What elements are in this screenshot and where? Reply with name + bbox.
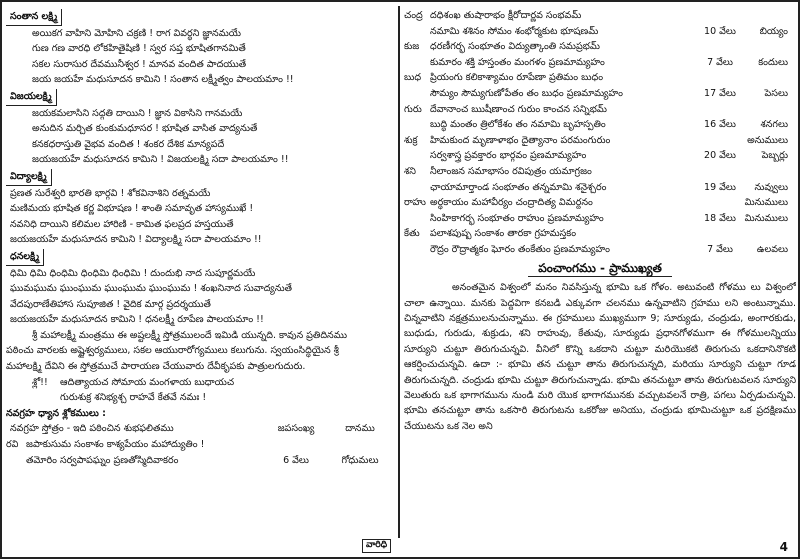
graha-verse-line: జపాకుసుమ సంకాశం కాశ్యపేయం మహాద్యుతిం ! — [26, 439, 205, 451]
graha-verse-line: కుమారం శక్తి హస్తంతం మంగళం ప్రణమామ్యహం — [430, 56, 605, 68]
panchanga-paragraph: అనంతమైన విశ్వంలో మనం నివసిస్తున్న భూమి ఒక గోళం. అటువంటి గోళము లు విశ్వంలో చాలా ఉన్నాయి. మనకు పెద్దవిగా కనబడి ఎక్కువగా చలనము ఉన్నవాటిని గ్రహము లని అంటున్నాము. చిన్నవాటిని నక్షత్రములనుచున్నాము. ఈ గ్రహములు ముఖ్యముగా 9; సూర్యుడు, చంద్రుడు, అంగారకుడు, బుధుడు, గురుడు, శుక్రుడు, శని రాహువు, కేతువు, సూర్యుడు ప్రధానగోళముగా ఈ గోళములన్నియు సూర్యుని చుట్టూ తిరుగుచున్నవి. వీనిలో కొన్ని ఒకదాని చుట్టూ మరియొకటి తిరుగుచు ఒకదానినొకటి ఆకర్షించుచున్నవి. ఉదా :- భూమి తన చుట్టూ తాను తిరుగుచున్నది, మరియు సూర్యుని చుట్టూ గూడ తిరుగుచున్నది. చంద్రుడు భూమి చుట్టూ తిరుగుచున్నాడు. భూమి తనచుట్టూ తాను తిరుగుటవలన సూర్యుని వెలుతురు ఒక భాగాగమును నుండి మరి యొక భాగాగమునకు వచ్చుటవలనే రాత్రి, పగలు ఏర్పడుచున్నవి. భూమి తనచుట్టూ తాను ఒకసారి తిరుగుటను ఒకరోజు అనియు, చంద్రుడు భూమిచుట్టూ ఒక ప్రదక్షిణము చేయుటను ఒక నెల అని — [404, 282, 796, 432]
graha-label: రాహు — [404, 197, 426, 209]
graha-row — [404, 195, 796, 211]
graha-row — [404, 211, 796, 227]
vijaya-section — [6, 89, 394, 168]
verse-line: అనుదిన మర్చిత కుంకుమధూసర ! భూషిత వాసిత వాద్యనుతే — [32, 123, 258, 135]
verse-line: ప్రణత సురేశ్వరి భారతి భార్గవి ! శోకవినాశిని రత్నమయే — [10, 187, 211, 199]
daana-column-header: దానము — [345, 423, 375, 435]
verse-line: గుణ గణ వారధి లోకహితైషిణి ! స్వర సప్త భూషితగానమితే — [32, 43, 246, 55]
graha-label: శుక్ర — [404, 134, 418, 146]
japa-count: 16 వేలు — [704, 119, 736, 131]
graha-verse-line: హిమకుంద మృణాళాభం దైత్యానాం పరమంగురుం — [430, 134, 611, 146]
daana-item: కందులు — [758, 56, 788, 68]
graha-label — [404, 242, 430, 258]
daana-item: నువ్వులు — [754, 181, 788, 193]
japa-count — [696, 70, 744, 86]
daana-item — [744, 102, 796, 118]
sloka-block — [6, 375, 394, 406]
graha-verse-line: ధరణీగర్భ సంభూతం విద్యుత్కాంతి సమప్రభమ్ — [430, 41, 600, 53]
graha-verse-line: అర్ధకాయం మహావీర్యం చంద్రాదిత్య విమర్దనం — [430, 197, 593, 209]
graha-label — [404, 86, 430, 102]
graha-row — [404, 86, 796, 102]
sloka-prefix: శ్లో!! — [32, 376, 48, 388]
japa-count — [696, 8, 744, 24]
dhana-section — [6, 249, 394, 328]
japa-count: 10 వేలు — [704, 25, 736, 37]
santana-heading: సంతాన లక్ష్మి — [6, 9, 62, 26]
paragraph-line: శ్రీ మహాలక్ష్మీ మంత్రము ఈ అష్టలక్ష్మీ స్తోత్రములందే ఇమిడి యున్నది. కావున ప్రతిదినము — [32, 329, 348, 341]
verse-line: జయజయహే మధుసూదన కామిని ! ధనలక్ష్మీ రూపేణ పాలయమాం !! — [10, 314, 264, 326]
right-column — [404, 8, 796, 434]
column-divider — [398, 6, 400, 538]
verse-line: జయ జయహే మధుసూదన కామిని ! సంతాన లక్ష్మీత్వం పాలయమాం !! — [32, 74, 294, 86]
verse-line: జయజయహే మధుసూదన కామిని ! విద్యాలక్ష్మి సదా పాలయమాం !! — [10, 234, 262, 246]
vidya-heading: విద్యాలక్ష్మి — [6, 169, 52, 186]
daana-item: శనగలు — [760, 119, 788, 131]
navagraha-heading: నవగ్రహ ధ్యాన శ్లోకములు : — [6, 407, 106, 419]
left-column — [6, 8, 394, 468]
japa-count — [696, 195, 744, 211]
graha-label — [404, 211, 430, 227]
paragraph-line: మహాలక్ష్మి దేవిని ఈ స్తోత్రముచే పారాయణ చేయువారు దేవీకృపకు పాత్రులగుదురు. — [6, 361, 306, 373]
graha-label — [404, 117, 430, 133]
graha-verse-line: బుద్ధి మంతం త్రిలోకేశం తం నమామి బృహస్పతిం — [430, 119, 606, 131]
graha-row — [404, 164, 796, 180]
graha-label: గురు — [404, 103, 422, 115]
graha-row — [404, 102, 796, 118]
graha-row — [404, 39, 796, 55]
graha-row — [404, 226, 796, 242]
graha-verse-line: దేవానాంచ ఋషీణాంచ గురుం కాంచన సన్నిభమ్ — [430, 103, 607, 115]
graha-label: కేతు — [404, 228, 420, 240]
daana-item — [744, 226, 796, 242]
japa-count: 7 వేలు — [707, 56, 733, 68]
graha-verse-line: సింహికాగర్భ సంభూతం రాహుం ప్రణమామ్యహం — [430, 212, 604, 224]
graha-verse-line: ఛాయామార్తాండ సంభూతం తన్నమామి శనైశ్చరం — [430, 181, 607, 193]
verse-line: నవనిధి దాయిని కలిమల హారిణి - కామిత ఫలప్రద హస్తయుతే — [10, 218, 234, 230]
ravi-row-2 — [6, 453, 394, 469]
sloka-line: గురుశుక్ర శనిభ్యశ్చ రాహవే కేతవే నమః ! — [60, 392, 207, 404]
graha-label — [404, 24, 430, 40]
vijaya-heading: విజయలక్ష్మి — [6, 89, 57, 106]
graha-verse-line: నమామి శశినం సోమం శంభోర్మకుట భూషణమ్ — [430, 25, 599, 37]
graha-row — [404, 117, 796, 133]
daana-item: మినుములు — [744, 212, 788, 224]
verse-line: జయకమలాసిని సద్గతి దాయిని ! జ్ఞాన వికాసిని గానమయే — [32, 107, 243, 119]
navagraha-header-row — [6, 421, 394, 437]
graha-label — [404, 180, 430, 196]
graha-verse-line: సర్వశాస్త్ర ప్రవక్తారం భార్గవం ప్రణమామ్యహం — [430, 150, 587, 162]
graha-verse-line: సౌమ్యం సౌమ్యగుణోపేతం తం బుధం ప్రణమామ్యహం — [430, 87, 623, 99]
japa-count: 20 వేలు — [704, 150, 736, 162]
page-number: 4 — [779, 540, 788, 554]
verse-line: సకల సురాసుర దేవమునీశ్వర ! మానవ వందిత పాదయుతే — [32, 58, 247, 70]
graha-label: శని — [404, 165, 416, 177]
japa-count: 19 వేలు — [704, 181, 736, 193]
graha-label: చంద్ర — [404, 10, 423, 21]
graha-table — [404, 8, 796, 258]
daana-item — [744, 164, 796, 180]
graha-row — [404, 24, 796, 40]
graha-verse-line: నీలాంజన సమాభాసం రవిపుత్రం యమాగ్రజం — [430, 165, 592, 177]
graha-row — [404, 133, 796, 149]
sloka-line: ఆదిత్యాయచ సోమాయ మంగళాయ బుధాయచ — [60, 376, 235, 388]
graha-row — [404, 55, 796, 71]
japa-count — [696, 164, 744, 180]
graha-verse-line: ప్రియంగు కలికాశ్యామం రూపేణా ప్రతిమం బుధం — [430, 72, 604, 84]
japa-count — [696, 226, 744, 242]
daana-item — [744, 8, 796, 24]
daana-item — [744, 39, 796, 55]
verse-line: వేదపురాణేతిహాస సుపూజిత ! వైదిక మార్గ ప్రదర్శయుతే — [10, 298, 211, 310]
graha-label: బుధ — [404, 72, 422, 84]
benefit-paragraph — [6, 328, 394, 375]
graha-row — [404, 148, 796, 164]
daana-item: గోధుమలు — [341, 454, 379, 466]
panchanga-title-box — [404, 261, 796, 278]
verse-line: ధిమి ధిమి ధింధిమి ధింధిమి ధింధిమి ! దుందుభి నాద సుపూర్ణమయే — [10, 267, 256, 279]
daana-item: అనుములు — [747, 134, 788, 146]
footer-logo: వారిధి — [362, 539, 391, 553]
graha-row — [404, 242, 796, 258]
daana-item: మినుములు — [744, 197, 788, 209]
daana-item: పెబ్బర్లు — [761, 150, 788, 162]
verse-line: మణిమయ భూషిత కర్ణ విభూషణ ! శాంతి సమావృత హాస్యముఖే ! — [10, 203, 254, 215]
graha-verse-line: దధిశంఖ తుషారాభం క్షీరోదార్ణవ సంభవమ్ — [430, 10, 582, 21]
daana-item: ఉలవలు — [756, 243, 788, 255]
paragraph-line: పఠించు వారలకు అష్టైశ్వర్యములు, సకల ఆయురారోగ్యములు కలుగును. స్వయంసిద్ధియైన శ్రీ — [6, 345, 339, 357]
graha-row — [404, 70, 796, 86]
daana-item: బియ్యం — [759, 25, 788, 37]
vidya-section — [6, 169, 394, 248]
ravi-row — [6, 437, 394, 453]
navagraha-subheading: నవగ్రహ స్తోత్రం - ఇది పఠించిన శుభఫలితము — [10, 423, 174, 435]
verse-line: అయికగ వాహిని మోహిని చక్రణి ! రాగ వివర్ధని జ్ఞానమయే — [32, 27, 241, 39]
japa-count: 7 వేలు — [707, 243, 733, 255]
graha-verse-line: పలాశపుష్ప సంకాశం తారకా గ్రహమస్తకం — [430, 228, 577, 240]
daana-item — [744, 70, 796, 86]
japa-count — [696, 102, 744, 118]
graha-row — [404, 8, 796, 24]
graha-label: కుజ — [404, 41, 420, 53]
japa-count — [696, 39, 744, 55]
japa-count — [696, 133, 744, 149]
graha-verse-line: రౌద్రం రౌద్రాత్మకం ఘోరం తంకేతుం ప్రణమామ్యహం — [430, 243, 610, 255]
dhana-heading: ధనలక్ష్మి — [6, 249, 44, 266]
panchanga-title: పంచాంగము - ప్రాముఖ్యత — [528, 261, 672, 278]
verse-line: జయజయహే మధుసూదన కామిని ! విజయలక్ష్మి సదా పాలయమాం !! — [32, 154, 289, 166]
graha-label: రవి — [6, 439, 19, 451]
japa-column-header: జపసంఖ్య — [277, 423, 315, 435]
verse-line: కనకధరాస్తుతి వైభవ వందిత ! శంకర దేశిక మాన్యపదే — [32, 138, 225, 150]
japa-count: 18 వేలు — [704, 212, 736, 224]
japa-count: 6 వేలు — [283, 454, 309, 466]
verse-line: ఘుమఘుమ ఘుంఘుమ ఘుంఘుమ ఘుంఘుమ ! శంఖనినాద సువాద్యనుతే — [10, 283, 293, 295]
santana-section — [6, 9, 394, 88]
daana-item: పెసలు — [764, 87, 788, 99]
graha-label — [404, 55, 430, 71]
graha-label — [404, 148, 430, 164]
graha-verse-line: తమోరిం సర్వపాపఘ్నం ప్రణతోస్మిదివాకరం — [26, 454, 179, 466]
graha-row — [404, 180, 796, 196]
japa-count: 17 వేలు — [704, 87, 736, 99]
